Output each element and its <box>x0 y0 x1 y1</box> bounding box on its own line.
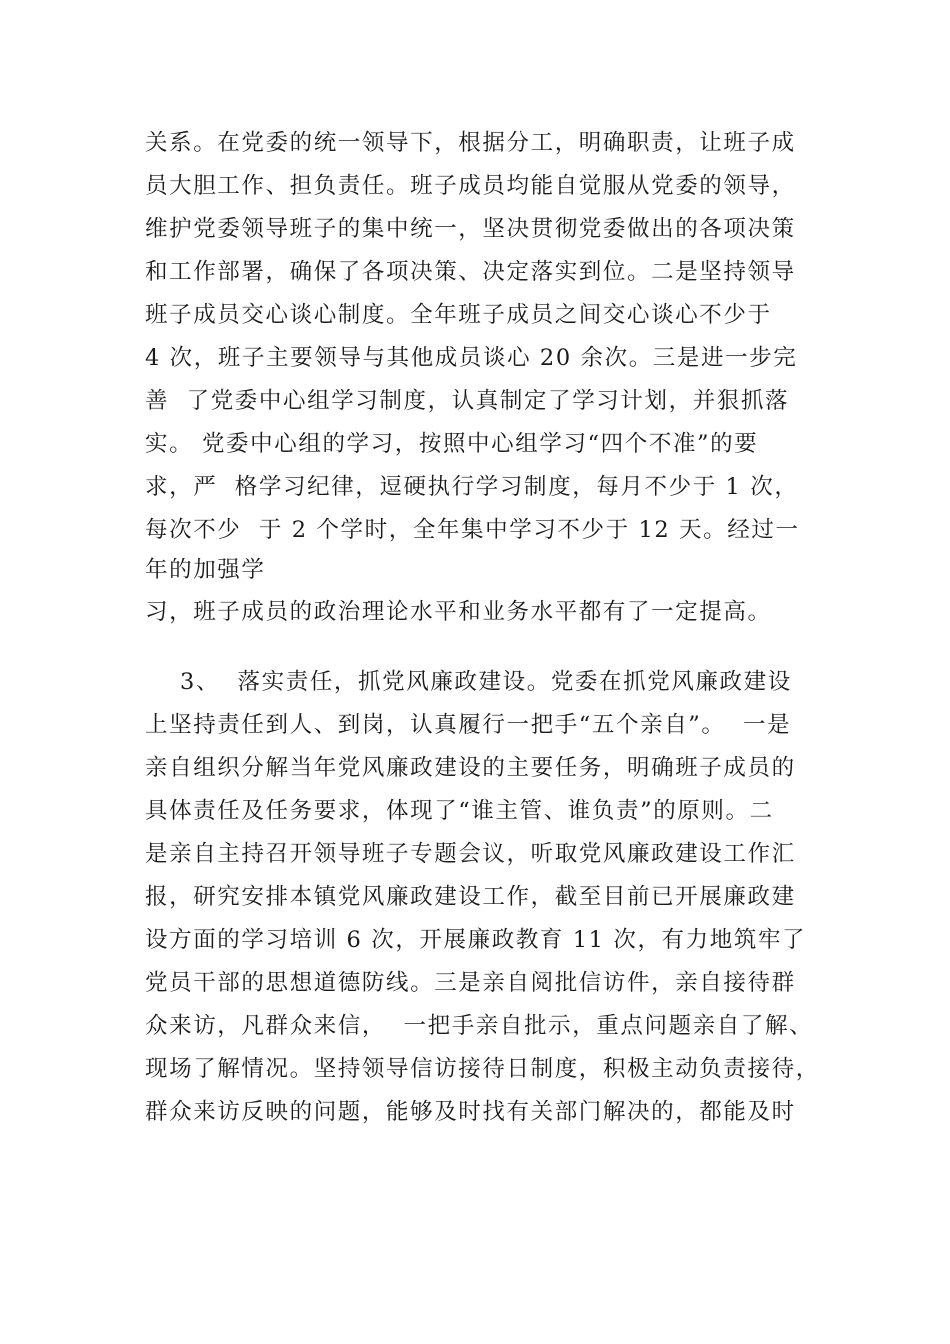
text-line: 是亲自主持召开领导班子专题会议，听取党风廉政建设工作汇 <box>145 841 796 867</box>
text-line: 和工作部署，确保了各项决策、决定落实到位。二是坚持领导 <box>145 259 796 285</box>
text-line: 群众来访反映的问题，能够及时找有关部门解决的，都能及时 <box>145 1099 796 1125</box>
text-line: 党员干部的思想道德防线。三是亲自阅批信访件，亲自接待群 <box>145 970 796 996</box>
text-line: 设方面的学习培训 6 次，开展廉政教育 11 次，有力地筑牢了 <box>145 927 807 953</box>
text-line: 报，研究安排本镇党风廉政建设工作，截至目前已开展廉政建 <box>145 884 796 910</box>
text-line: 每次不少 于 2 个学时，全年集中学习不少于 12 天。经过一 <box>145 517 800 543</box>
text-line: 现场了解情况。坚持领导信访接待日制度，积极主动负责接待， <box>145 1056 820 1082</box>
text-line: 具体责任及任务要求，体现了“谁主管、谁负责”的原则。二 <box>145 798 774 824</box>
text-line: 班子成员交心谈心制度。全年班子成员之间交心谈心不少于 <box>145 302 772 328</box>
text-line: 善 了党委中心组学习制度，认真制定了学习计划，并狠抓落 <box>145 388 790 414</box>
text-line: 维护党委领导班子的集中统一，坚决贯彻党委做出的各项决策 <box>145 216 796 242</box>
text-line: 上坚持责任到人、到岗，认真履行一把手“五个亲自”。 一是 <box>145 712 792 738</box>
text-line: 年的加强学 <box>145 557 266 583</box>
text-line: 众来访，凡群众来信， 一把手亲自批示，重点问题亲自了解、 <box>145 1013 814 1039</box>
text-line: 习，班子成员的政治理论水平和业务水平都有了一定提高。 <box>145 599 772 625</box>
text-line: 员大胆工作、担负责任。班子成员均能自觉服从党委的领导， <box>145 173 796 199</box>
text-line: 4 次，班子主要领导与其他成员谈心 20 余次。三是进一步完 <box>145 345 798 371</box>
text-line: 3、 落实责任，抓党风廉政建设。党委在抓党风廉政建设 <box>145 669 792 695</box>
text-line: 关系。在党委的统一领导下，根据分工，明确职责，让班子成 <box>145 130 796 156</box>
text-line: 实。 党委中心组的学习，按照中心组学习“四个不准”的要 <box>145 431 759 457</box>
text-line: 亲自组织分解当年党风廉政建设的主要任务，明确班子成员的 <box>145 755 796 781</box>
text-line: 求，严 格学习纪律，逗硬执行学习制度，每月不少于 1 次， <box>145 474 799 500</box>
